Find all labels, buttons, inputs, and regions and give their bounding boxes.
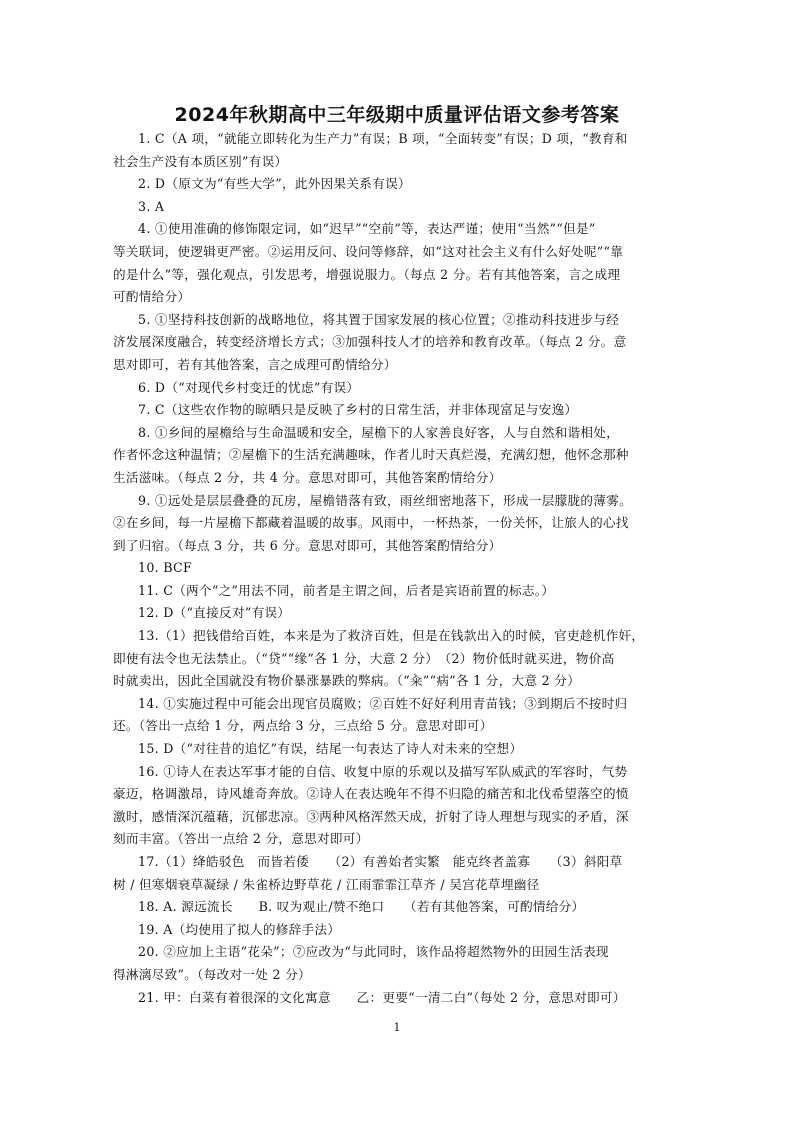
answer-line: 7. C（这些农作物的晾晒只是反映了乡村的日常生活，并非体现富足与安逸） — [138, 402, 578, 418]
answer-line: 社会生产没有本质区别”有误） — [113, 153, 288, 169]
answer-line: 4. ①使用准确的修饰限定词，如“迟早”“空前”等，表达严谨；使用“当然”“但是” — [138, 221, 596, 237]
answer-line: 思对即可，若有其他答案，言之成理可酌情给分） — [113, 356, 397, 372]
answer-line: 13.（1）把钱借给百姓，本来是为了救济百姓，但是在钱款出入的时候，官吏趁机作奸， — [138, 628, 645, 644]
answer-line: 1. C（A 项，“就能立即转化为生产力”有误；B 项，“全面转变”有误；D 项，“教育和 — [138, 131, 628, 146]
answer-line: 豪迈，格调激昂，诗风雄奇奔放。②诗人在表达晚年不得不归隐的痛苦和北伐希望落空的愤 — [113, 786, 629, 802]
answer-line: 8. ①乡间的屋檐给与生命温暖和安全，屋檐下的人家善良好客，人与自然和谐相处， — [138, 424, 620, 440]
answer-line: 可酌情给分） — [113, 289, 191, 305]
answer-line: 刻而丰富。（答出一点给 2 分，意思对即可） — [113, 831, 369, 847]
answer-line: 5. ①坚持科技创新的战略地位，将其置于国家发展的核心位置；②推动科技进步与经 — [138, 311, 620, 327]
answer-line: 作者怀念这种温情；②屋檐下的生活充满趣味，作者儿时天真烂漫，充满幻想，他怀念那种 — [113, 447, 629, 463]
answer-line: 12. D（“直接反对”有误） — [138, 605, 291, 621]
answer-list — [113, 128, 681, 1009]
answer-line: ②在乡间，每一片屋檐下都藏着温暖的故事。风雨中，一杯热茶，一份关怀，让旅人的心找 — [113, 515, 629, 531]
answer-line: 10. BCF — [138, 560, 192, 576]
answer-line: 6. D（“对现代乡村变迁的忧虑”有误） — [138, 379, 360, 395]
answer-line: 16. ①诗人在表达军事才能的自信、收复中原的乐观以及描写军队威武的军容时，气势 — [138, 763, 628, 779]
answer-line: 济发展深度融合，转变经济增长方式；③加强科技人才的培养和教育改革。（每点 2 分。意 — [113, 334, 627, 350]
answer-line: 时就卖出，因此全国就没有物价暴涨暴跌的弊病。（“籴”“病”各 1 分，大意 2 分） — [113, 673, 581, 689]
answer-line: 的是什么”等，强化观点，引发思考，增强说服力。（每点 2 分。若有其他答案，言之成理 — [113, 266, 621, 282]
answer-line: 树 / 但寒烟衰草凝绿 / 朱雀桥边野草花 / 江雨霏霏江草齐 / 吴宫花草埋幽径 — [113, 876, 540, 892]
answer-line: 19. A（均使用了拟人的修辞手法） — [138, 921, 341, 937]
answer-line: 20. ②应加上主语“花朵”；⑦应改为“与此同时，该作品将超然物外的田园生活表现 — [138, 944, 609, 960]
answer-line: 到了归宿。（每点 3 分，共 6 分。意思对即可，其他答案酌情给分） — [113, 537, 502, 553]
answer-line: 等关联词，使逻辑更严密。②运用反问、设问等修辞，如“这对社会主义有什么好处呢”“靠 — [113, 243, 624, 259]
answer-line: 还。（答出一点给 1 分，两点给 3 分，三点给 5 分。意思对即可） — [113, 718, 493, 734]
answer-line: 2. D（原文为“有些大学”，此外因果关系有误） — [138, 176, 411, 192]
answer-line: 即使有法令也无法禁止。（“贷”“缘”各 1 分，大意 2 分） （2）物价低时就买进，物价高 — [113, 650, 615, 666]
page-number: 1 — [393, 1021, 401, 1034]
answer-line: 得淋漓尽致”。（每改对一处 2 分） — [113, 966, 311, 982]
answer-line: 3. A — [138, 198, 165, 214]
answer-line: 14. ①实施过程中可能会出现官员腐败；②百姓不好好利用青苗钱；③到期后不按时归 — [138, 695, 628, 711]
answer-line: 11. C（两个“之”用法不同，前者是主谓之间，后者是宾语前置的标志。） — [138, 582, 555, 598]
answer-line: 15. D（“对往昔的追忆”有误，结尾一句表达了诗人对未来的空想） — [138, 741, 523, 757]
answer-line: 17.（1）绛皓驳色 而皆若倭 （2）有善始者实繁 能克终者盖寡 （3）斜阳草 — [138, 854, 623, 869]
document-title: 2024年秋期高中三年级期中质量评估语文参考答案 — [174, 104, 620, 126]
answer-line: 9. ①远处是层层叠叠的瓦房，屋檐错落有致，雨丝细密地落下，形成一层朦胧的薄雾。 — [138, 492, 632, 508]
answer-line: 激时，感情深沉蕴藉，沉郁悲凉。③两种风格浑然天成，折射了诗人理想与现实的矛盾，深 — [113, 808, 629, 824]
answer-line: 生活滋味。（每点 2 分，共 4 分。意思对即可，其他答案酌情给分） — [113, 469, 502, 485]
answer-line: 21. 甲：白菜有着很深的文化寓意 乙：更要“一清二白”（每处 2 分，意思对即可） — [138, 989, 626, 1005]
answer-line: 18. A. 源远流长 B. 叹为观止/赞不绝口 （若有其他答案，可酌情给分） — [138, 899, 585, 915]
